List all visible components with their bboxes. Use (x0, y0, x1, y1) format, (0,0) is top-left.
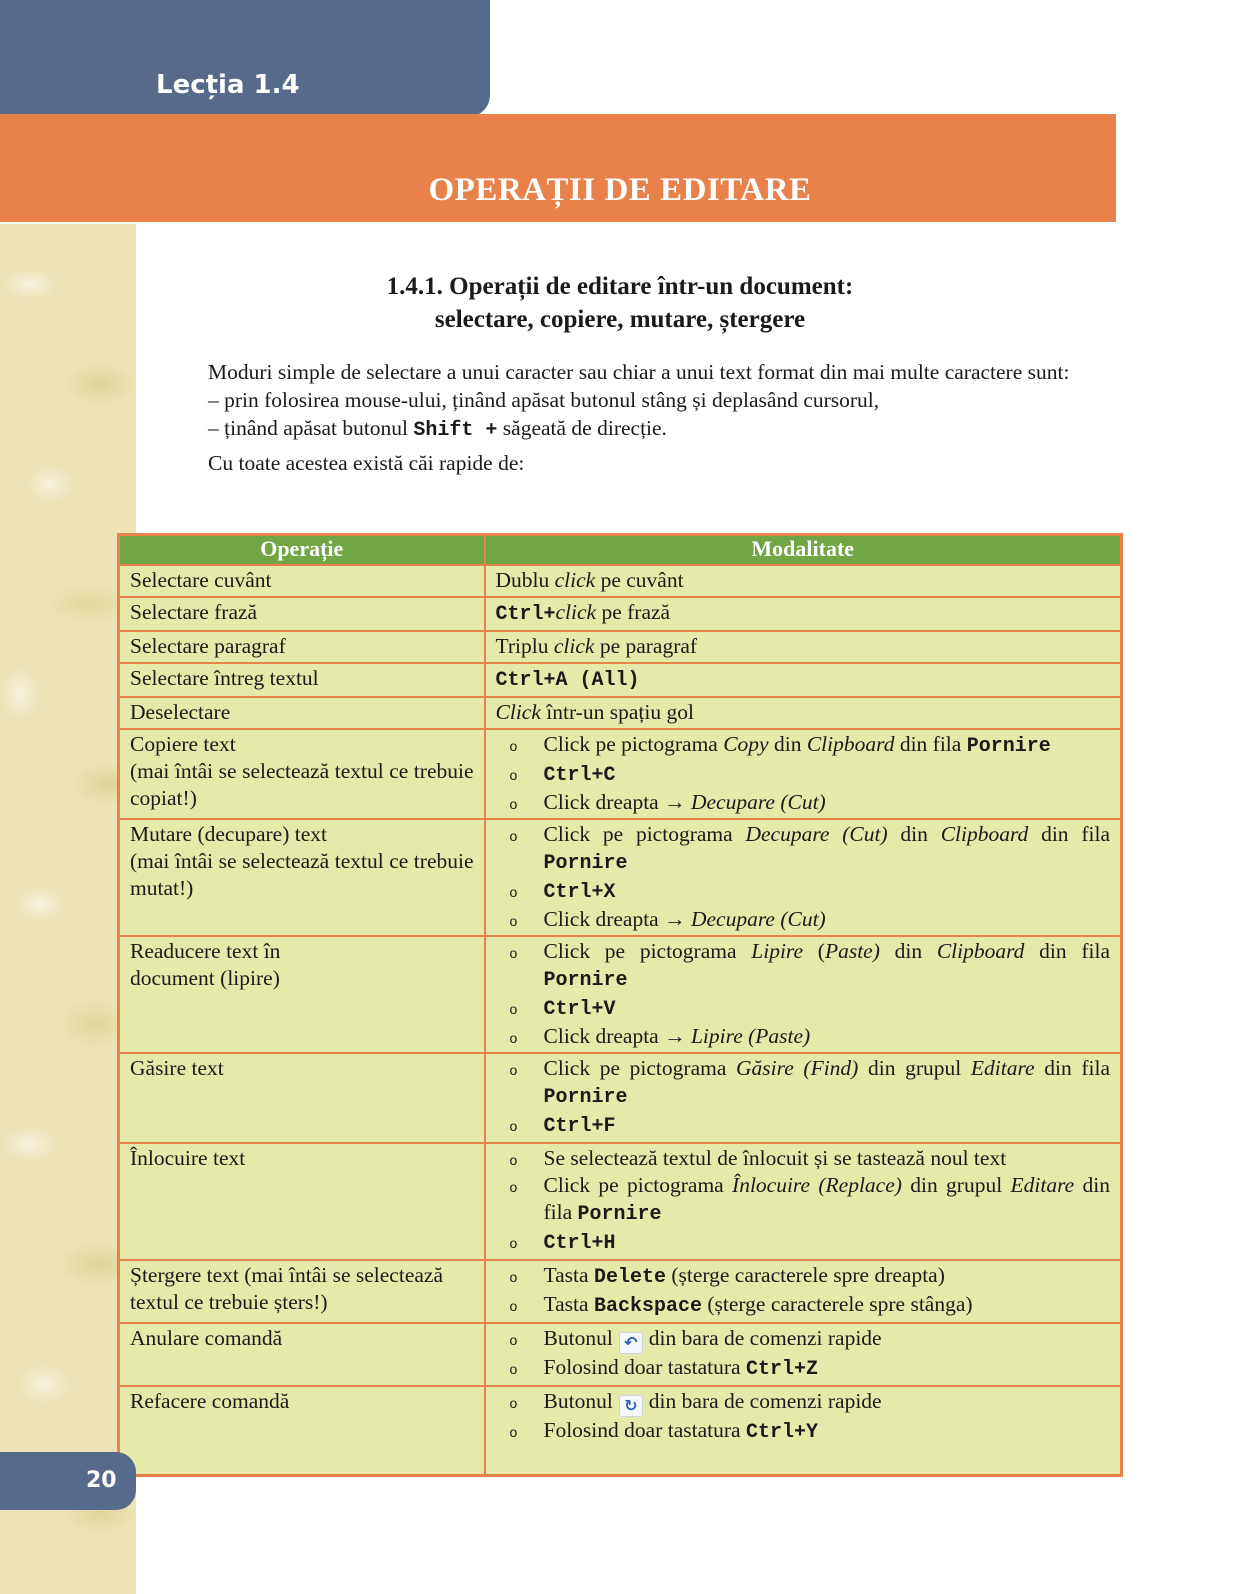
arrow-icon: → (664, 789, 686, 814)
method-text: Click pe pictograma (543, 1172, 733, 1197)
op-delete: Ștergere text (mai întâi se selectează textul ce trebuie șters!) (119, 1260, 485, 1323)
list-item (496, 1111, 1111, 1140)
table-row (119, 631, 1122, 663)
method-text: din fila (1034, 1055, 1111, 1080)
method-text: Click pe pictograma (543, 1055, 737, 1080)
tab-name: Pornire (966, 734, 1051, 758)
method-text: din (879, 938, 937, 963)
method-text: din grupul (901, 1172, 1011, 1197)
list-item (496, 1388, 1111, 1417)
op-copy-title: Copiere text (130, 731, 236, 756)
method-text: Tasta (543, 1262, 594, 1287)
method-text: click (553, 633, 595, 658)
shortcut-key: Ctrl+F (543, 1114, 616, 1138)
intro-shortcuts-lead: Cu toate acestea există căi rapide de: (208, 451, 525, 475)
tab-name: Pornire (543, 968, 628, 992)
shift-key-label: Shift + (413, 419, 498, 442)
table-row (119, 1053, 1122, 1143)
undo-icon: ↶ (619, 1332, 643, 1354)
op-copy (119, 729, 485, 819)
tab-name: Pornire (577, 1202, 662, 1226)
method-text: din bara de comenzi rapide (648, 1388, 882, 1413)
method-text: click (554, 567, 596, 592)
table-row (119, 1323, 1122, 1386)
method-text: Editare (1010, 1172, 1075, 1197)
method-find (485, 1053, 1122, 1143)
method-text: Paste) (824, 938, 880, 963)
method-text: din (768, 731, 807, 756)
method-text: Click pe pictograma (543, 938, 752, 963)
list-item (496, 906, 1111, 933)
shortcut-key: Ctrl+C (543, 763, 616, 787)
method-text: Dublu (495, 567, 555, 592)
table-row (119, 729, 1122, 819)
list-item (496, 1055, 1111, 1111)
shortcut-key: Backspace (593, 1294, 702, 1318)
section-title-line1: 1.4.1. Operații de editare într-un document: (386, 273, 854, 300)
intro-bullet-keyboard-post: săgeată de direcție. (497, 416, 667, 440)
method-redo (485, 1386, 1122, 1476)
header-operation: Operație (119, 535, 485, 565)
method-text: (Cut) (774, 906, 826, 931)
shortcut-key: Ctrl+A (All) (495, 668, 640, 692)
method-deselect (485, 697, 1122, 729)
table-header-row (119, 535, 1122, 565)
tab-name: Pornire (543, 1085, 628, 1109)
method-text: din fila (1024, 938, 1110, 963)
method-text: Înlocuire (Replace) (732, 1172, 902, 1197)
shortcut-key: Ctrl+X (543, 880, 616, 904)
shortcut-key: Ctrl+Y (745, 1420, 818, 1444)
method-text: din bara de comenzi rapide (648, 1325, 882, 1350)
op-undo: Anulare comandă (119, 1323, 485, 1386)
intro-bullet-keyboard-pre: – ținând apăsat butonul (208, 416, 414, 440)
method-text: ( (803, 938, 825, 963)
method-text: într-un spațiu gol (540, 699, 694, 724)
method-text: (Paste) (742, 1023, 811, 1048)
op-paste (119, 936, 485, 1053)
intro-paragraph: Moduri simple de selectare a unui caracter sau chiar a unui text format din mai multe caractere sunt: (208, 360, 1070, 384)
method-cut (485, 819, 1122, 936)
arrow-icon: → (664, 1023, 686, 1048)
list-item (496, 1023, 1111, 1050)
method-paste (485, 936, 1122, 1053)
method-text: pe cuvânt (595, 567, 684, 592)
header-method: Modalitate (485, 535, 1122, 565)
decorative-marble-strip (0, 224, 136, 1594)
list-item (496, 821, 1111, 877)
method-text: Folosind doar tastatura (543, 1354, 746, 1379)
list-item (496, 1172, 1111, 1228)
method-text: Decupare (685, 906, 775, 931)
method-select-all (485, 663, 1122, 697)
list-item: o Se selectează textul de înlocuit și se tastează noul text (496, 1145, 1111, 1172)
list-item (496, 789, 1111, 816)
shortcut-key: Ctrl+V (543, 997, 616, 1021)
op-paste-line2: document (lipire) (130, 965, 280, 990)
table-row (119, 565, 1122, 597)
method-text: din fila (1028, 821, 1111, 846)
tab-name: Pornire (543, 851, 628, 875)
list-item (496, 1417, 1111, 1446)
method-text: Editare (970, 1055, 1035, 1080)
method-copy (485, 729, 1122, 819)
method-text: Copy (723, 731, 769, 756)
op-select-paragraph: Selectare paragraf (119, 631, 485, 663)
arrow-icon: → (664, 906, 686, 931)
method-text: (Cut) (774, 789, 826, 814)
method-select-word (485, 565, 1122, 597)
method-text: Butonul (543, 1325, 613, 1350)
method-text: Decupare (Cut) (745, 821, 888, 846)
table-row (119, 1260, 1122, 1323)
method-text: din (887, 821, 941, 846)
list-item (496, 1325, 1111, 1354)
method-select-paragraph (485, 631, 1122, 663)
shortcut-key: Delete (593, 1265, 666, 1289)
op-copy-note: (mai întâi se selectează textul ce trebuie copiat!) (130, 758, 474, 810)
method-text: Lipire (685, 1023, 743, 1048)
method-text: din fila (894, 731, 967, 756)
table-row (119, 1386, 1122, 1476)
list-item (496, 1228, 1111, 1257)
op-select-word: Selectare cuvânt (119, 565, 485, 597)
method-text: click (555, 599, 597, 624)
method-text: Butonul (543, 1388, 613, 1413)
table-row (119, 1143, 1122, 1260)
method-text: Clipboard (936, 938, 1025, 963)
method-text: Lipire (751, 938, 804, 963)
method-text: din fila (543, 1172, 1110, 1224)
method-text: Folosind doar tastatura (543, 1417, 746, 1442)
method-text: Triplu (495, 633, 554, 658)
lesson-label: Lecția 1.4 (156, 70, 300, 100)
op-deselect: Deselectare (119, 697, 485, 729)
method-delete (485, 1260, 1122, 1323)
intro-bullet-keyboard (162, 414, 1120, 445)
method-text: Găsire (Find) (736, 1055, 859, 1080)
list-item (496, 731, 1111, 760)
op-select-all: Selectare întreg textul (119, 663, 485, 697)
method-text: (șterge caracterele spre stânga) (701, 1291, 973, 1316)
op-cut (119, 819, 485, 936)
table-row (119, 697, 1122, 729)
operations-table (117, 533, 1123, 1477)
intro-bullet-mouse: – prin folosirea mouse-ului, ținând apăsat butonul stâng și deplasând cursorul, (208, 388, 880, 412)
method-text: din grupul (858, 1055, 971, 1080)
redo-icon: ↻ (619, 1395, 643, 1417)
method-text: Clipboard (940, 821, 1029, 846)
op-paste-line1: Readucere text în (130, 938, 281, 963)
table-row (119, 663, 1122, 697)
op-find: Găsire text (119, 1053, 485, 1143)
shortcut-key: Ctrl+H (543, 1231, 616, 1255)
table-row (119, 936, 1122, 1053)
shortcut-key: Ctrl+Z (745, 1357, 818, 1381)
section-title-line2: selectare, copiere, mutare, ștergere (434, 306, 806, 333)
method-text: Decupare (685, 789, 775, 814)
list-item (496, 938, 1111, 994)
table-row (119, 819, 1122, 936)
method-text: (șterge caracterele spre dreapta) (665, 1262, 945, 1287)
list-item (496, 877, 1111, 906)
list-item (496, 1354, 1111, 1383)
list-item (496, 1291, 1111, 1320)
method-text: Click dreapta (543, 906, 665, 931)
chapter-title: OPERAȚII DE EDITARE (428, 172, 812, 208)
method-text: Click pe pictograma (543, 821, 746, 846)
op-redo: Refacere comandă (119, 1386, 485, 1476)
intro-text (162, 358, 1120, 477)
method-text: pe frază (596, 599, 671, 624)
section-title (300, 270, 940, 336)
method-text: Click (495, 699, 541, 724)
table-row (119, 597, 1122, 631)
method-select-sentence (485, 597, 1122, 631)
method-text: pe paragraf (594, 633, 698, 658)
list-item (496, 1262, 1111, 1291)
method-text: Click dreapta (543, 789, 665, 814)
shortcut-key: Ctrl+ (495, 602, 556, 626)
op-cut-note: (mai întâi se selectează textul ce trebuie mutat!) (130, 848, 474, 900)
method-undo (485, 1323, 1122, 1386)
method-text: Click dreapta (543, 1023, 665, 1048)
method-text: Clipboard (806, 731, 895, 756)
page-number: 20 (86, 1468, 117, 1493)
method-text: Tasta (543, 1291, 594, 1316)
list-item (496, 994, 1111, 1023)
op-replace: Înlocuire text (119, 1143, 485, 1260)
list-item (496, 760, 1111, 789)
method-text: Click pe pictograma (543, 731, 724, 756)
op-select-sentence: Selectare frază (119, 597, 485, 631)
op-cut-title: Mutare (decupare) text (130, 821, 327, 846)
method-replace (485, 1143, 1122, 1260)
